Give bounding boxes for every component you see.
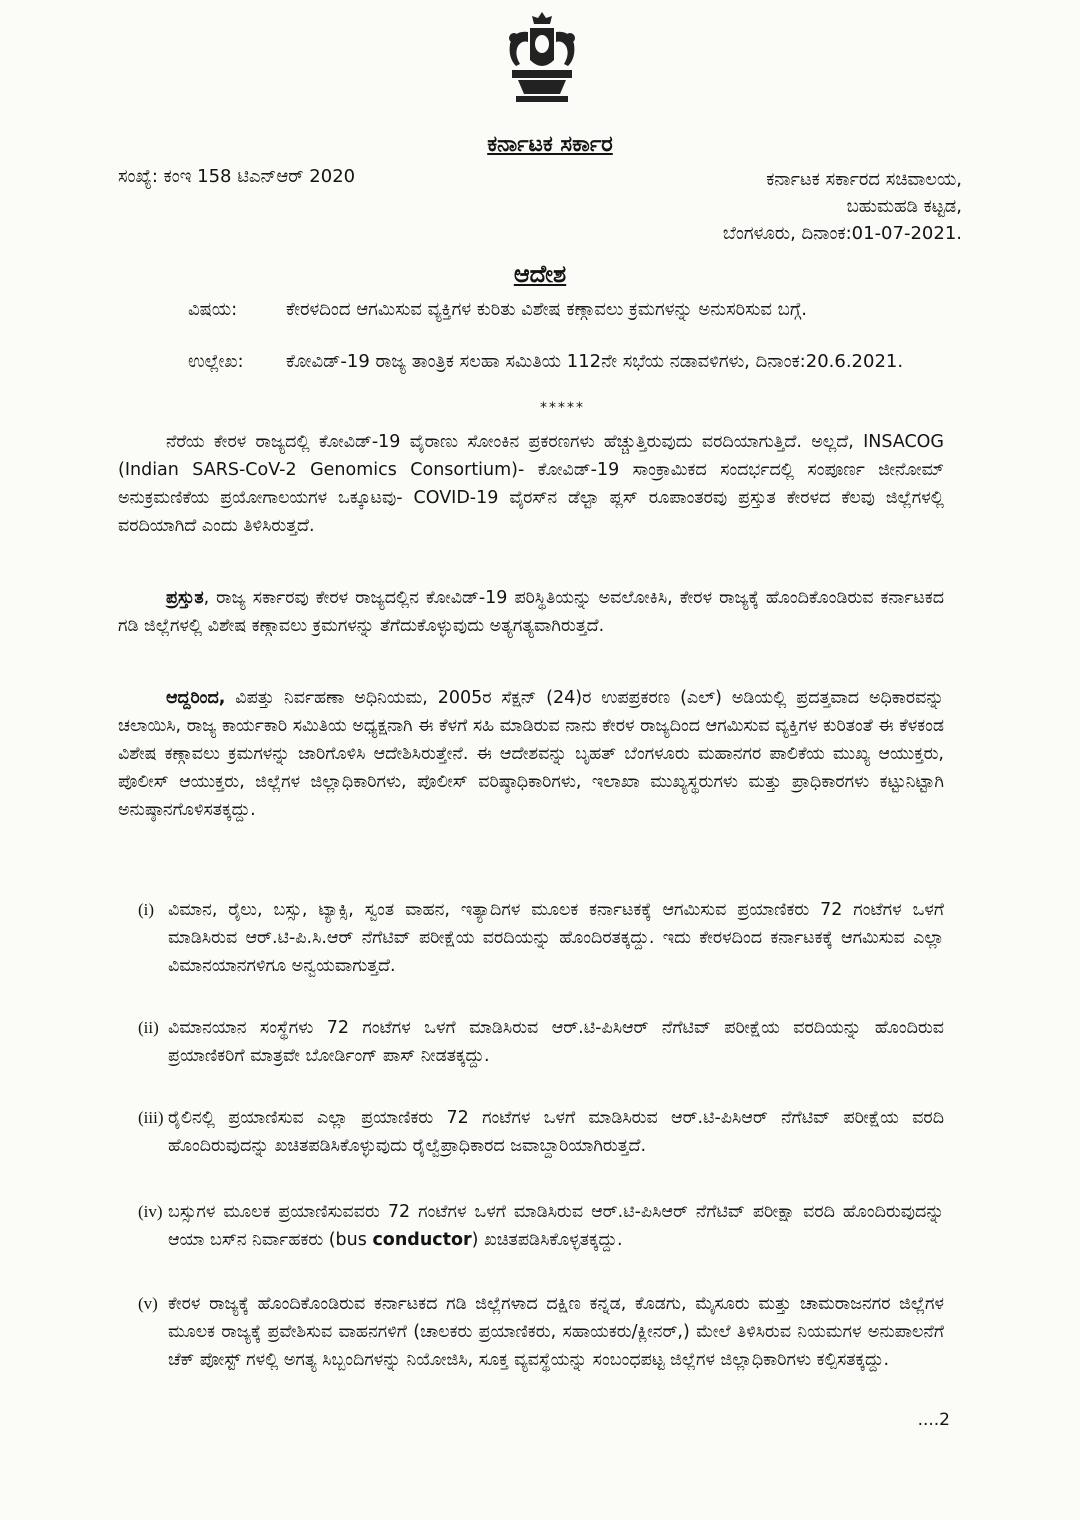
address-date-line: ಬೆಂಗಳೂರು, ದಿನಾಂಕ:01-07-2021.: [722, 223, 962, 244]
address-line: ಬಹುಮಹಡಿ ಕಟ್ಟಡ,: [846, 196, 962, 217]
paragraph-body: , ರಾಜ್ಯ ಸರ್ಕಾರವು ಕೇರಳ ರಾಜ್ಯದಲ್ಲಿನ ಕೋವಿಡ್-19 ಪರಿಸ್ಥಿತಿಯನ್ನು ಅವಲೋಕಿಸಿ, ಕೇರಳ ರಾಜ್ಯಕ್ಕೆ ಹೊಂದಿಕೊಂಡಿರುವ ಕರ್ನಾಟಕದ ಗಡಿ ಜಿಲ್ಲೆಗಳಲ್ಲಿ ವಿಶೇಷ ಕಣ್ಗಾವಲು ಕ್ರಮಗಳನ್ನು ತೆಗೆದುಕೊಳ್ಳುವುದು ಅತ್ಯಗತ್ಯವಾಗಿರುತ್ತದೆ.: [118, 588, 944, 636]
list-item-text: ರೈಲಿನಲ್ಲಿ ಪ್ರಯಾಣಿಸುವ ಎಲ್ಲಾ ಪ್ರಯಾಣಿಕರು 72 ಗಂಟೆಗಳ ಒಳಗೆ ಮಾಡಿಸಿರುವ ಆರ್.ಟಿ-ಪಿಸಿಆರ್ ನೆಗೆಟಿವ್ ಪರೀಕ್ಷೆಯ ವರದಿ ಹೊಂದಿರುವುದನ್ನು ಖಚಿತಪಡಿಸಿಕೊಳ್ಳುವುದು ರೈಲ್ವೆಪ್ರಾಧಿಕಾರದ ಜವಾಬ್ದಾರಿಯಾಗಿರುತ್ತದೆ.: [168, 1108, 944, 1156]
list-item-text: [168, 1198, 944, 1254]
list-item-number: (ii): [138, 1018, 159, 1037]
list-item-number: (iii): [138, 1108, 164, 1127]
paragraph-body: ವಿಪತ್ತು ನಿರ್ವಹಣಾ ಅಧಿನಿಯಮ, 2005ರ ಸೆಕ್ಷನ್ (24)ರ ಉಪಪ್ರಕರಣ (ಎಲ್) ಅಡಿಯಲ್ಲಿ ಪ್ರದತ್ತವಾದ ಅಧಿಕಾರವನ್ನು ಚಲಾಯಿಸಿ, ರಾಜ್ಯ ಕಾರ್ಯಕಾರಿ ಸಮಿತಿಯ ಅಧ್ಯಕ್ಷನಾಗಿ ಈ ಕೆಳಗೆ ಸಹಿ ಮಾಡಿರುವ ನಾನು ಕೇರಳ ರಾಜ್ಯದಿಂದ ಆಗಮಿಸುವ ವ್ಯಕ್ತಿಗಳ ಕುರಿತಂತೆ ಈ ಕೆಳಕಂಡ ವಿಶೇಷ ಕಣ್ಗಾವಲು ಕ್ರಮಗಳನ್ನು ಜಾರಿಗೊಳಿಸಿ ಆದೇಶಿಸಿರುತ್ತೇನೆ. ಈ ಆದೇಶವನ್ನು ಬೃಹತ್ ಬೆಂಗಳೂರು ಮಹಾನಗರ ಪಾಲಿಕೆಯ ಮುಖ್ಯ ಆಯುಕ್ತರು, ಪೊಲೀಸ್ ಆಯುಕ್ತರು, ಜಿಲ್ಲೆಗಳ ಜಿಲ್ಲಾಧಿಕಾರಿಗಳು, ಪೊಲೀಸ್ ವರಿಷ್ಠಾಧಿಕಾರಿಗಳು, ಇಲಾಖಾ ಮುಖ್ಯಸ್ಥರುಗಳು ಮತ್ತು ಪ್ರಾಧಿಕಾರಗಳು ಕಟ್ಟುನಿಟ್ಟಾಗಿ ಅನುಷ್ಠಾನಗೊಳಿಸತಕ್ಕದ್ದು.: [118, 688, 944, 820]
list-item-text-part: ) ಖಚಿತಪಡಿಸಿಕೊಳ್ಳತಕ್ಕದ್ದು.: [471, 1230, 623, 1250]
reference-text: ಕೋವಿಡ್-19 ರಾಜ್ಯ ತಾಂತ್ರಿಕ ಸಲಹಾ ಸಮಿತಿಯ 112ನೇ ಸಭೆಯ ನಡಾವಳಿಗಳು, ದಿನಾಂಕ:20.6.2021.: [286, 351, 904, 372]
order-title: ಆದೇಶ: [513, 260, 567, 288]
list-item-text: ಕೇರಳ ರಾಜ್ಯಕ್ಕೆ ಹೊಂದಿಕೊಂಡಿರುವ ಕರ್ನಾಟಕದ ಗಡಿ ಜಿಲ್ಲೆಗಳಾದ ದಕ್ಷಿಣ ಕನ್ನಡ, ಕೊಡಗು, ಮೈಸೂರು ಮತ್ತು ಚಾಮರಾಜನಗರ ಜಿಲ್ಲೆಗಳ ಮೂಲಕ ರಾಜ್ಯಕ್ಕೆ ಪ್ರವೇಶಿಸುವ ವಾಹನಗಳಿಗೆ (ಚಾಲಕರು ಪ್ರಯಾಣಿಕರು, ಸಹಾಯಕರು/ಕ್ಲೀನರ್,) ಮೇಲೆ ತಿಳಿಸಿರುವ ನಿಯಮಗಳ ಅನುಪಾಲನೆಗೆ ಚೆಕ್ ಪೋಸ್ಟ್ ಗಳಲ್ಲಿ ಅಗತ್ಯ ಸಿಬ್ಬಂದಿಗಳನ್ನು ನಿಯೋಜಿಸಿ, ಸೂಕ್ತ ವ್ಯವಸ್ಥೆಯನ್ನು ಸಂಬಂಧಪಟ್ಟ ಜಿಲ್ಲೆಗಳ ಜಿಲ್ಲಾಧಿಕಾರಿಗಳು ಕಲ್ಪಿಸತಕ್ಕದ್ದು.: [168, 1294, 944, 1370]
paragraph-lead: ಪ್ರಸ್ತುತ: [166, 588, 204, 608]
page-number: ....2: [917, 1410, 950, 1430]
karnataka-emblem-icon: [500, 8, 584, 108]
list-item-number: (iv): [138, 1202, 163, 1221]
list-item-number: (i): [138, 900, 155, 919]
address-line: ಕರ್ನಾಟಕ ಸರ್ಕಾರದ ಸಚಿವಾಲಯ,: [766, 169, 962, 190]
list-item-text: ವಿಮಾನಯಾನ ಸಂಸ್ಥೆಗಳು 72 ಗಂಟೆಗಳ ಒಳಗೆ ಮಾಡಿಸಿರುವ ಆರ್.ಟಿ-ಪಿಸಿಆರ್ ನೆಗೆಟಿವ್ ಪರೀಕ್ಷೆಯ ವರದಿಯನ್ನು ಹೊಂದಿರುವ ಪ್ರಯಾಣಿಕರಿಗೆ ಮಾತ್ರವೇ ಬೋರ್ಡಿಂಗ್ ಪಾಸ್ ನೀಡತಕ್ಕದ್ದು.: [168, 1018, 944, 1066]
list-item-text-bold: conductor: [372, 1230, 472, 1250]
list-item-number: (v): [138, 1294, 158, 1313]
reference-label: ಉಲ್ಲೇಖ:: [188, 351, 244, 372]
order-number: ಸಂಖ್ಯೆ: ಕಂಇ 158 ಟಿಎನ್‌ಆರ್ 2020: [118, 166, 356, 187]
subject-text: ಕೇರಳದಿಂದ ಆಗಮಿಸುವ ವ್ಯಕ್ತಿಗಳ ಕುರಿತು ವಿಶೇಷ ಕಣ್ಗಾವಲು ಕ್ರಮಗಳನ್ನು ಅನುಸರಿಸುವ ಬಗ್ಗೆ.: [286, 299, 808, 320]
paragraph-order: [118, 684, 944, 824]
paragraph-background: ನೆರೆಯ ಕೇರಳ ರಾಜ್ಯದಲ್ಲಿ ಕೋವಿಡ್-19 ವೈರಾಣು ಸೋಂಕಿನ ಪ್ರಕರಣಗಳು ಹೆಚ್ಚುತ್ತಿರುವುದು ವರದಿಯಾಗುತ್ತಿದೆ. ಅಲ್ಲದೆ, INSACOG (Indian SARS-CoV-2 Genomics Consortium)- ಕೋವಿಡ್-19 ಸಾಂಕ್ರಾಮಿಕದ ಸಂದರ್ಭದಲ್ಲಿ ಸಂಪೂರ್ಣ ಜೀನೋಮ್ ಅನುಕ್ರಮಣಿಕೆಯ ಪ್ರಯೋಗಾಲಯಗಳ ಒಕ್ಕೂಟವು- COVID-19 ವೈರಸ್‌ನ ಡೆಲ್ಟಾ ಪ್ಲಸ್ ರೂಪಾಂತರವು ಪ್ರಸ್ತುತ ಕೇರಳದ ಕೆಲವು ಜಿಲ್ಲೆಗಳಲ್ಲಿ ವರದಿಯಾಗಿದೆ ಎಂದು ತಿಳಿಸಿರುತ್ತದೆ.: [118, 432, 944, 536]
government-title: ಕರ್ನಾಟಕ ಸರ್ಕಾರ: [487, 132, 613, 157]
subject-label: ವಿಷಯ:: [188, 299, 238, 320]
paragraph-lead: ಆದ್ದರಿಂದ,: [166, 688, 226, 708]
list-item-text-part: ಬಸ್ಸುಗಳ ಮೂಲಕ ಪ್ರಯಾಣಿಸುವವರು 72 ಗಂಟೆಗಳ ಒಳಗೆ ಮಾಡಿಸಿರುವ ಆರ್.ಟಿ-ಪಿಸಿಆರ್ ನೆಗೆಟಿವ್ ಪರೀಕ್ಷಾ ವರದಿ ಹೊಂದಿರುವುದನ್ನು ಆಯಾ ಬಸ್‌ನ ನಿರ್ವಾಹಕರು (bus: [168, 1202, 944, 1250]
paragraph-present-situation: [118, 584, 944, 640]
section-separator: *****: [540, 400, 585, 416]
list-item-text: ವಿಮಾನ, ರೈಲು, ಬಸ್ಸು, ಟ್ಯಾಕ್ಸಿ, ಸ್ವಂತ ವಾಹನ, ಇತ್ಯಾದಿಗಳ ಮೂಲಕ ಕರ್ನಾಟಕಕ್ಕೆ ಆಗಮಿಸುವ ಪ್ರಯಾಣಿಕರು 72 ಗಂಟೆಗಳ ಒಳಗೆ ಮಾಡಿಸಿರುವ ಆರ್.ಟಿ-ಪಿ.ಸಿ.ಆರ್ ನೆಗೆಟಿವ್ ಪರೀಕ್ಷೆಯ ವರದಿಯನ್ನು ಹೊಂದಿರತಕ್ಕದ್ದು. ಇದು ಕೇರಳದಿಂದ ಕರ್ನಾಟಕಕ್ಕೆ ಆಗಮಿಸುವ ಎಲ್ಲಾ ವಿಮಾನಯಾನಗಳಿಗೂ ಅನ್ವಯವಾಗುತ್ತದೆ.: [168, 900, 944, 976]
office-address: [723, 166, 962, 247]
